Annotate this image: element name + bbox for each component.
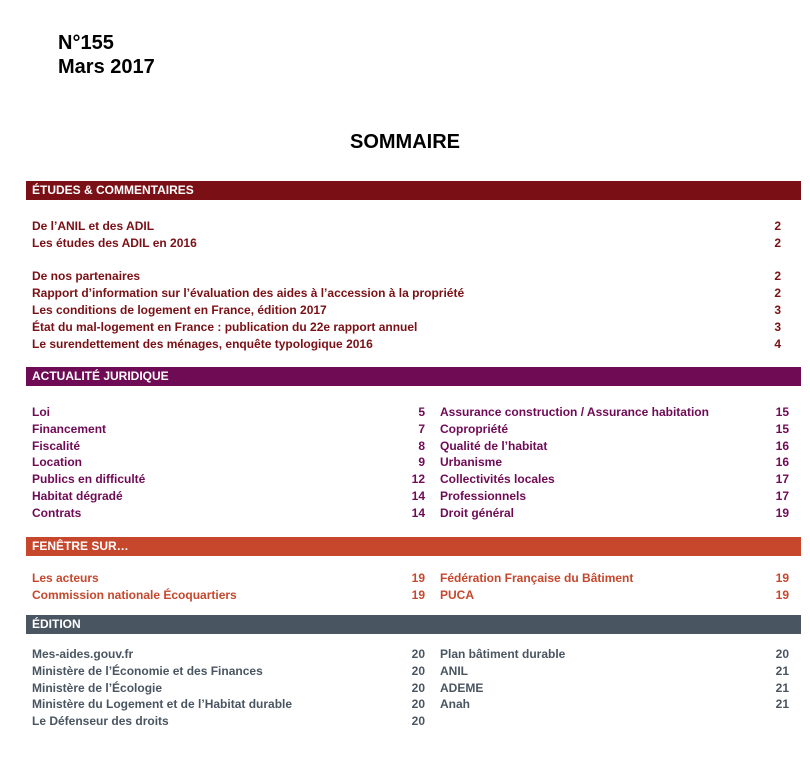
toc-entry[interactable] (32, 454, 425, 471)
toc-entry-page: 19 (775, 505, 789, 520)
toc-entry-label: Professionnels (440, 489, 527, 503)
toc-entry-page: 19 (775, 587, 789, 602)
toc-entry-page: 19 (775, 571, 789, 585)
toc-entry[interactable] (440, 438, 789, 455)
toc-entry-label: Les acteurs (32, 571, 99, 585)
toc-entry-label: Anah (440, 697, 470, 712)
toc-entry-label: Le surendettement des ménages, enquête typologique 2016 (32, 337, 373, 351)
toc-entry[interactable] (32, 570, 425, 587)
toc-entry-label: Droit général (440, 505, 515, 520)
toc-entry-page: 20 (411, 697, 425, 712)
toc-entry-label: Fiscalité (32, 438, 81, 453)
toc-entry[interactable] (32, 218, 781, 235)
toc-entry[interactable] (440, 646, 789, 663)
toc-entry-page: 20 (775, 647, 789, 661)
toc-entry-label: Fédération Française du Bâtiment (440, 571, 634, 585)
toc-entry-label: Location (32, 455, 82, 470)
toc-entry-label: Ministère du Logement et de l’Habitat durable (32, 697, 293, 712)
toc-entry-page: 15 (775, 421, 789, 436)
toc-entry[interactable] (32, 488, 425, 505)
toc-entry-label: Plan bâtiment durable (440, 647, 566, 661)
toc-entry-page: 14 (411, 505, 425, 520)
toc-entry[interactable] (32, 713, 425, 730)
toc-entry[interactable] (440, 404, 789, 421)
toc-entry-page: 19 (411, 587, 425, 602)
page-title: SOMMAIRE (350, 131, 460, 153)
section-header-edition: ÉDITION (26, 615, 801, 634)
toc-entry-page: 14 (411, 489, 425, 503)
toc-entry-label: Rapport d’information sur l’évaluation des aides à l’accession à la propriété (32, 286, 465, 300)
section-header-fenetre: FENÊTRE SUR… (26, 537, 801, 556)
toc-entry[interactable] (440, 488, 789, 505)
toc-entry[interactable] (32, 696, 425, 713)
toc-entry-page: 16 (775, 438, 789, 453)
toc-entry-page: 9 (418, 455, 425, 470)
toc-entry-page: 5 (418, 405, 425, 419)
toc-entry[interactable] (32, 302, 781, 319)
toc-entry-label: ADEME (440, 680, 484, 695)
toc-entry[interactable] (440, 421, 789, 438)
toc-entry-page: 17 (775, 472, 789, 487)
toc-entry[interactable] (440, 471, 789, 488)
toc-entry-page: 3 (774, 303, 781, 317)
toc-entry-label: État du mal-logement en France : publication du 22e rapport annuel (32, 320, 418, 334)
toc-entry-page: 8 (418, 438, 425, 453)
toc-entry-page: 16 (775, 455, 789, 470)
toc-entry[interactable] (32, 587, 425, 604)
toc-entry-page: 7 (418, 421, 425, 436)
toc-entry-page: 4 (774, 337, 781, 351)
toc-entry-page: 19 (411, 571, 425, 585)
toc-entry[interactable] (32, 319, 781, 336)
toc-entry[interactable] (32, 505, 425, 522)
toc-entry-label: PUCA (440, 587, 475, 602)
toc-entry[interactable] (440, 454, 789, 471)
issue-header (58, 31, 155, 79)
toc-entry-label: Copropriété (440, 421, 509, 436)
toc-entry-label: Assurance construction / Assurance habitation (440, 405, 709, 419)
toc-entry-page: 2 (774, 219, 781, 233)
toc-entry[interactable] (32, 336, 781, 353)
toc-entry[interactable] (32, 285, 781, 302)
toc-entry-page: 20 (411, 647, 425, 661)
toc-entry-label: Qualité de l’habitat (440, 438, 548, 453)
toc-entry[interactable] (440, 505, 789, 522)
toc-entry-label: Les conditions de logement en France, édition 2017 (32, 303, 327, 317)
toc-entry-label: Habitat dégradé (32, 489, 123, 503)
toc-entry-label: Le Défenseur des droits (32, 714, 169, 729)
toc-entry-label: Publics en difficulté (32, 472, 146, 487)
toc-entry[interactable] (440, 696, 789, 713)
toc-entry-label: ANIL (440, 663, 468, 678)
toc-entry-page: 12 (411, 472, 425, 487)
toc-entry-label: De l’ANIL et des ADIL (32, 219, 155, 233)
toc-entry-label: Ministère de l’Économie et des Finances (32, 663, 263, 678)
toc-entry-label: Contrats (32, 505, 82, 520)
issue-date: Mars 2017 (58, 56, 155, 78)
toc-entry-label: Commission nationale Écoquartiers (32, 587, 237, 602)
toc-entry[interactable] (440, 663, 789, 680)
toc-entry[interactable] (32, 471, 425, 488)
toc-entry-page: 15 (775, 405, 789, 419)
toc-entry-page: 3 (774, 320, 781, 334)
toc-entry-page: 17 (775, 489, 789, 503)
toc-entry-page: 21 (775, 697, 789, 712)
toc-entry-label: Mes-aides.gouv.fr (32, 647, 134, 661)
toc-entry-label: Loi (32, 405, 50, 419)
toc-entry-page: 20 (411, 714, 425, 729)
toc-entry[interactable] (440, 587, 789, 604)
section-header-actualite: ACTUALITÉ JURIDIQUE (26, 367, 801, 386)
toc-entry-page: 20 (411, 680, 425, 695)
toc-entry[interactable] (32, 663, 425, 680)
toc-entry[interactable] (32, 268, 781, 285)
toc-entry[interactable] (32, 646, 425, 663)
toc-entry[interactable] (32, 438, 425, 455)
toc-entry-page: 2 (774, 236, 781, 250)
issue-number: N°155 (58, 32, 114, 54)
toc-entry[interactable] (32, 404, 425, 421)
toc-entry-label: Collectivités locales (440, 472, 555, 487)
toc-entry-page: 21 (775, 663, 789, 678)
toc-entry-label: Urbanisme (440, 455, 503, 470)
toc-entry[interactable] (440, 570, 789, 587)
toc-entry-label: Les études des ADIL en 2016 (32, 236, 197, 250)
toc-entry-label: Ministère de l’Écologie (32, 680, 163, 695)
toc-entry-label: Financement (32, 421, 107, 436)
toc-entry[interactable] (32, 421, 425, 438)
toc-entry-page: 2 (774, 269, 781, 283)
toc-entry-page: 20 (411, 663, 425, 678)
toc-entry[interactable] (32, 680, 425, 697)
toc-entry-label: De nos partenaires (32, 269, 141, 283)
section-header-etudes: ÉTUDES & COMMENTAIRES (26, 181, 801, 200)
toc-entry-page: 21 (775, 680, 789, 695)
toc-entry[interactable] (32, 235, 781, 252)
toc-entry-page: 2 (774, 286, 781, 300)
toc-entry[interactable] (440, 680, 789, 697)
